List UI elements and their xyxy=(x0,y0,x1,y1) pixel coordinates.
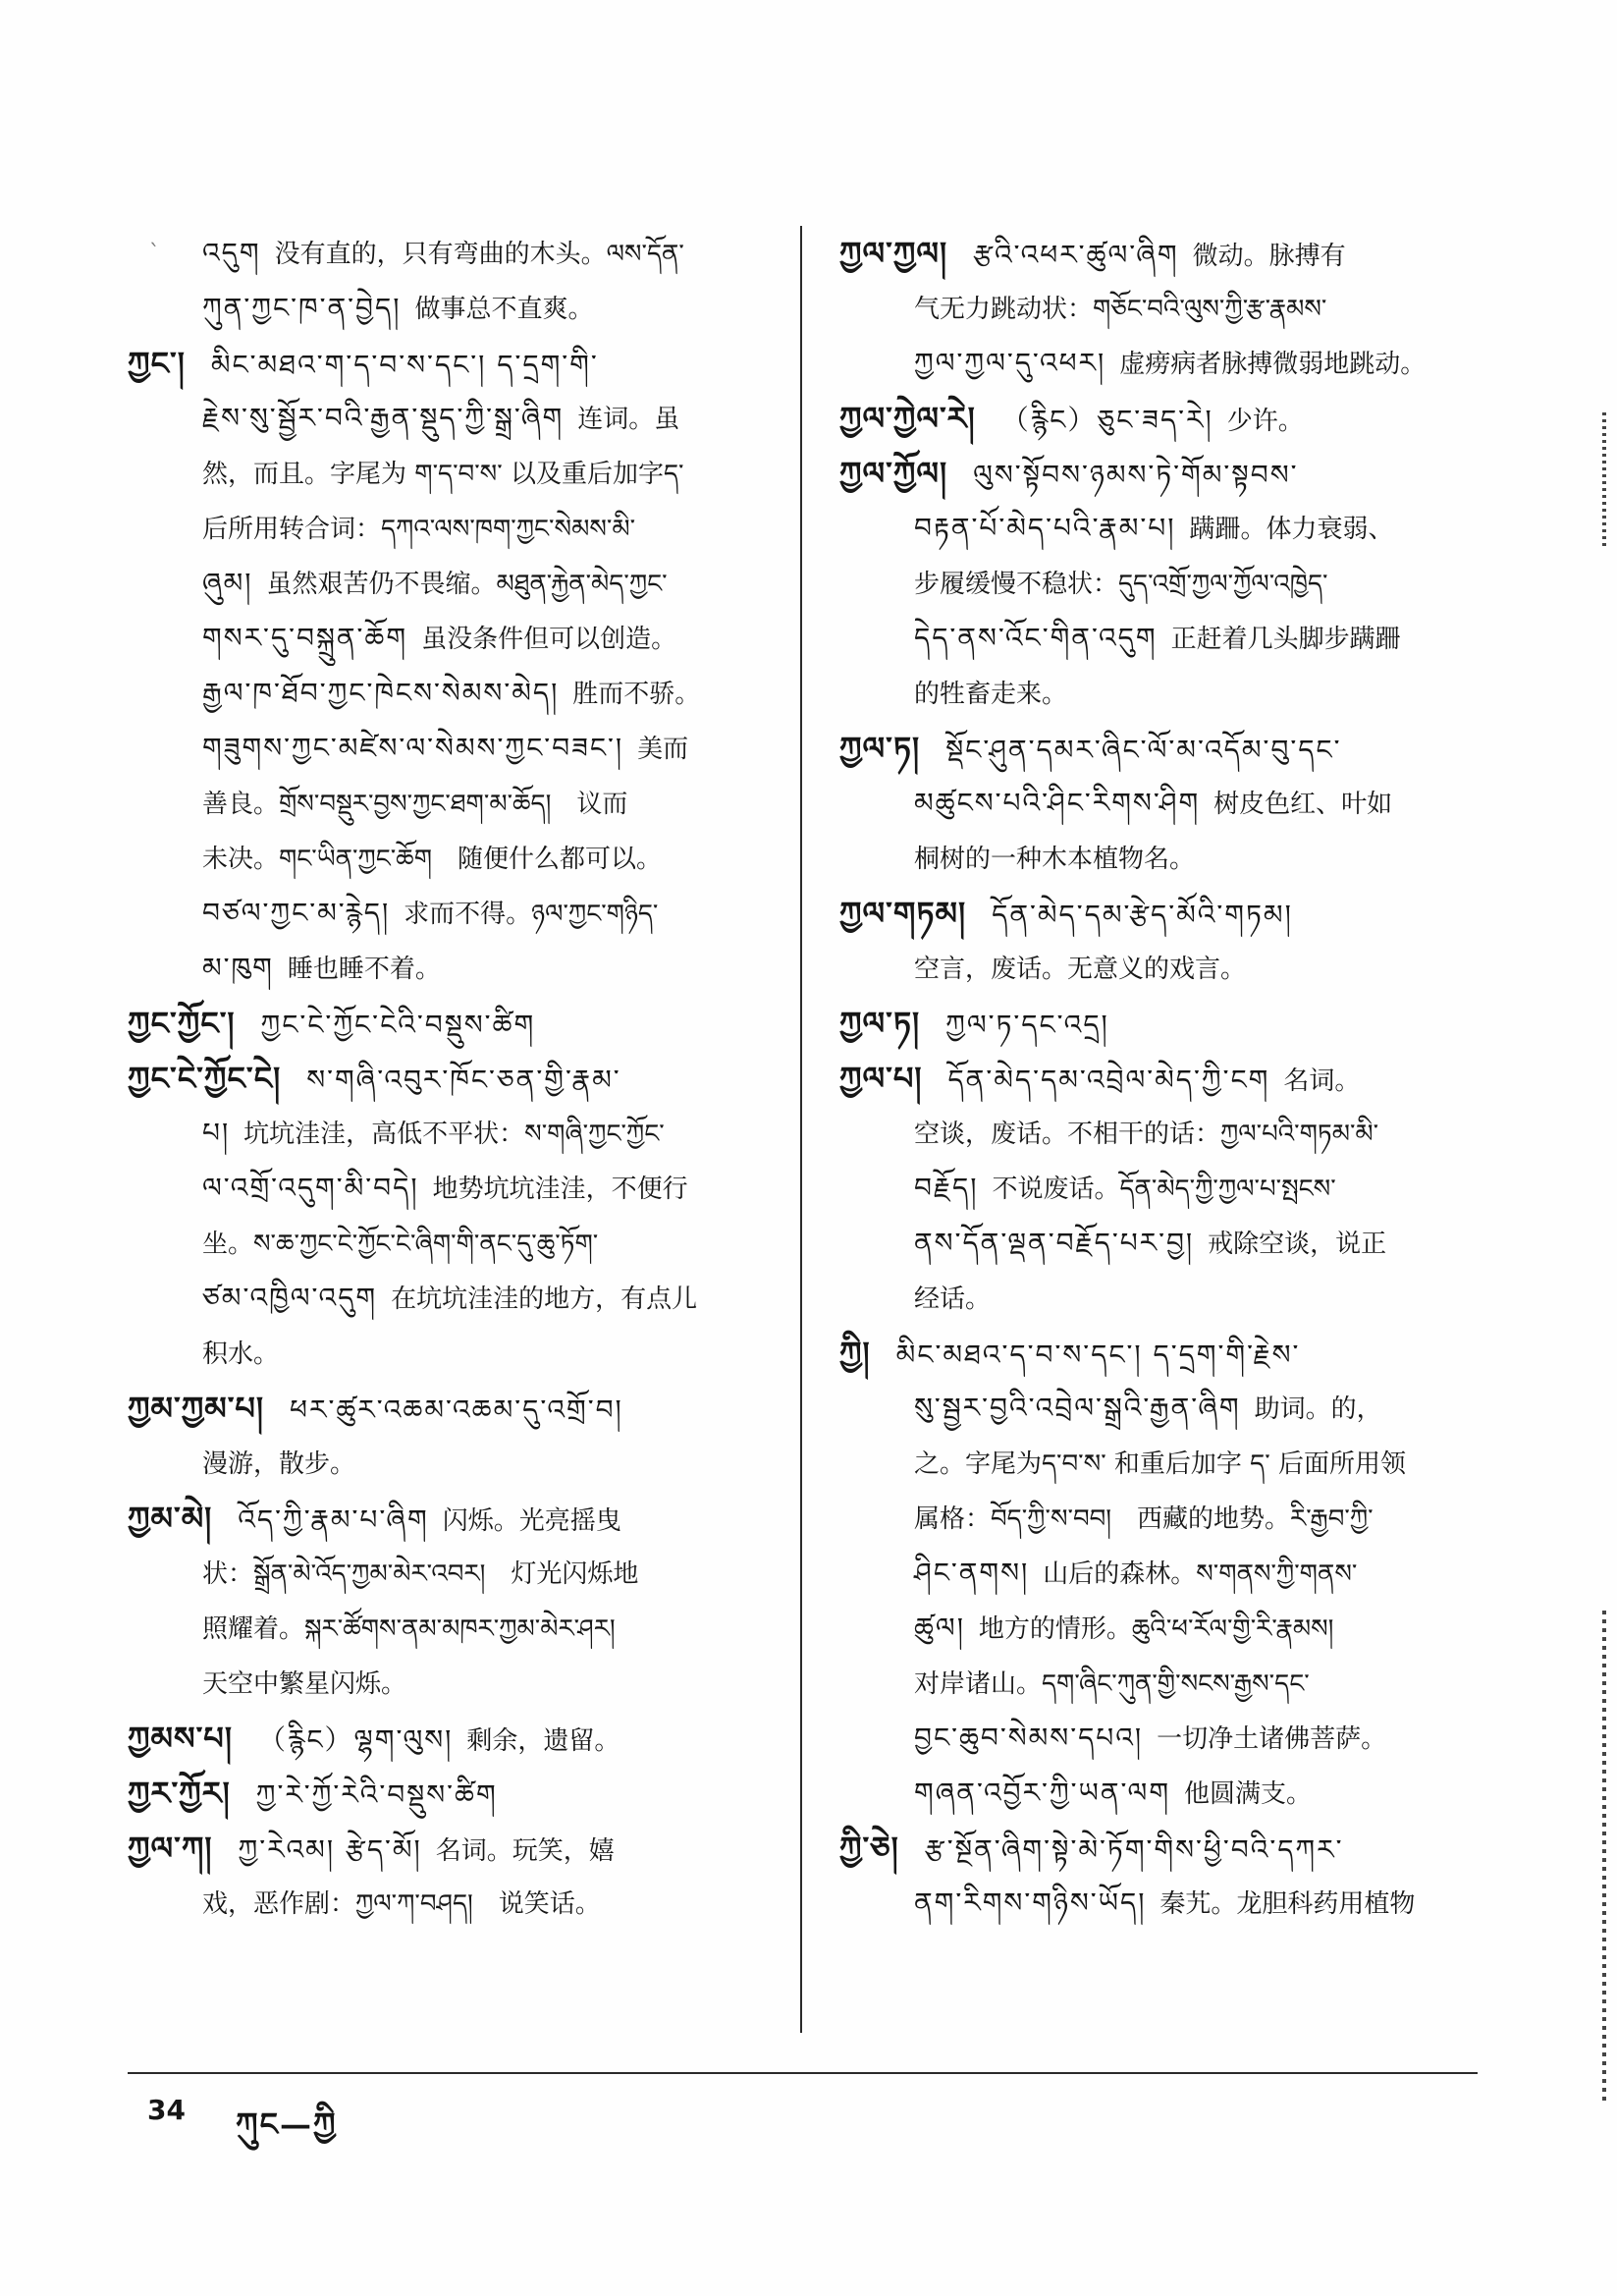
chinese-gloss: 蹒跚。体力衰弱、 xyxy=(1189,515,1394,544)
chinese-gloss: 空言，废话。无意义的戏言。 xyxy=(914,955,1247,984)
chinese-gloss: 天空中繁星闪烁。 xyxy=(202,1669,407,1699)
entry-line xyxy=(128,336,776,391)
footer-rule xyxy=(128,2072,1478,2074)
tibetan-text: གཟུགས་ཀྱང་མཛེས་ལ་སེམས་ཀྱང་བཟང་། xyxy=(202,732,624,764)
headword: ཀྱང་ཀྱོང་། xyxy=(128,1005,236,1042)
chinese-gloss: 照耀着。སྐར་ཚོགས་ནམ་མཁར་ཀྱམ་མེར་ཤར། xyxy=(202,1614,616,1644)
chinese-gloss: 剩余，遗留。 xyxy=(466,1726,620,1756)
dictionary-entry xyxy=(839,1051,1478,1326)
entry-line xyxy=(128,1656,776,1711)
chinese-gloss: 他圆满支。 xyxy=(1184,1779,1313,1809)
chinese-gloss: 微动。脉搏有 xyxy=(1192,242,1346,271)
tibetan-text: བྱང་ཆུབ་སེམས་དཔའ། xyxy=(914,1722,1144,1754)
entry-line xyxy=(128,1381,776,1436)
chinese-gloss: 地方的情形。ཆུའི་ཕ་རོལ་གྱི་རི་རྣམས། xyxy=(978,1614,1334,1644)
entry-line xyxy=(128,391,776,446)
tibetan-text: ཤིང་ནགས། xyxy=(914,1557,1030,1589)
chinese-gloss: 胜而不骄。 xyxy=(572,680,701,709)
entry-line xyxy=(128,1161,776,1216)
page-number: 34 xyxy=(147,2094,186,2126)
chinese-gloss: 名词。 xyxy=(1283,1066,1361,1096)
entry-line xyxy=(128,776,776,831)
entry-line xyxy=(128,1051,776,1106)
left-column xyxy=(128,226,776,1931)
tibetan-text: ནས་དོན་ལྡན་བརྗོད་པར་བྱ། xyxy=(914,1227,1195,1259)
chinese-gloss: 属格：བོད་ཀྱི་ས་བབ། 西藏的地势。རི་རྒྱབ་ཀྱི་ xyxy=(914,1504,1374,1534)
entry-line xyxy=(839,721,1478,776)
tibetan-text: ཀྱ་རེའམ། རྩེད་མོ། xyxy=(238,1833,422,1866)
headword: ཀྱང་། xyxy=(128,345,186,382)
chinese-gloss: 未决。གང་ཡིན་ཀྱང་ཆོག 随便什么都可以。 xyxy=(202,845,663,874)
dictionary-entry xyxy=(128,996,776,1051)
tibetan-text: ལུས་སྟོབས་ཉམས་ཏེ་གོམ་སྟབས་ xyxy=(973,459,1299,491)
dictionary-entry xyxy=(128,226,776,336)
tibetan-text: ནག་རིགས་གཉིས་ཡོད། xyxy=(914,1886,1147,1919)
chinese-gloss: 后所用转合词：དཀའ་ལས་ཁག་ཀྱང་སེམས་མི་ xyxy=(202,515,636,544)
chinese-gloss: 然，而且。字尾为 ག་ད་བ་ས་ 以及重后加字ད་ xyxy=(202,460,684,489)
tibetan-text: ཙམ་འཁྱིལ་འདུག xyxy=(202,1282,378,1314)
column-divider xyxy=(800,226,802,2033)
entry-line xyxy=(839,666,1478,721)
chinese-gloss: 正赶着几头脚步蹒跚 xyxy=(1170,625,1401,654)
chinese-gloss: 一切净土诸佛菩萨。 xyxy=(1157,1724,1387,1754)
entry-line xyxy=(839,1216,1478,1271)
entry-line xyxy=(128,1271,776,1326)
chinese-gloss: 之。字尾为ད་བ་ས་ 和重后加字 ད་ 后面所用领 xyxy=(914,1449,1406,1479)
dictionary-entry xyxy=(128,1821,776,1931)
tibetan-text: ཀྱང་ངེ་ཀྱོང་ངེའི་བསྡུས་ཚིག xyxy=(260,1009,536,1041)
dictionary-entry xyxy=(839,1821,1478,1931)
entry-line xyxy=(839,1326,1478,1381)
entry-line xyxy=(839,1381,1478,1436)
dictionary-entry xyxy=(128,1766,776,1821)
entry-line xyxy=(839,1106,1478,1161)
chinese-gloss: 睡也睡不着。 xyxy=(287,955,441,984)
chinese-gloss: 秦艽。龙胆科药用植物 xyxy=(1159,1889,1416,1919)
dictionary-entry xyxy=(128,1491,776,1711)
chinese-gloss: 在坑坑洼洼的地方，有点儿 xyxy=(391,1285,698,1314)
headword: ཀྱམ་མེ། xyxy=(128,1500,213,1537)
headword: ཀྱལ་པ། xyxy=(839,1060,923,1097)
entry-line xyxy=(128,611,776,666)
entry-line xyxy=(128,281,776,336)
chinese-gloss: 不说废话。དོན་མེད་ཀྱི་ཀྱལ་པ་སྤངས་ xyxy=(992,1175,1336,1204)
chinese-gloss: 山后的森林。ས་གནས་ཀྱི་གནས་ xyxy=(1043,1559,1358,1589)
entry-line xyxy=(839,446,1478,501)
tibetan-text: བརྗོད། xyxy=(914,1172,979,1204)
entry-line xyxy=(128,1876,776,1931)
entry-line xyxy=(839,226,1478,281)
headword: ཀྱང་ངེ་ཀྱོང་ངེ། xyxy=(128,1060,282,1097)
chinese-gloss: 虽没条件但可以创造。 xyxy=(421,625,677,654)
entry-line xyxy=(839,1656,1478,1711)
tibetan-text: ས་གཞི་འབུར་ཁོང་ཅན་གྱི་རྣམ་ xyxy=(306,1064,621,1096)
tibetan-text: བརྟན་པོ་མེད་པའི་རྣམ་པ། xyxy=(914,512,1176,544)
headword: ཀྱལ་ཏ། xyxy=(839,730,921,767)
entry-line xyxy=(839,1766,1478,1821)
entry-line xyxy=(128,996,776,1051)
entry-line xyxy=(128,1436,776,1491)
entry-line xyxy=(128,1766,776,1821)
entry-line xyxy=(839,886,1478,941)
chinese-gloss: 做事总不直爽。 xyxy=(414,295,594,324)
headword: ཀྱལ་ཀ། xyxy=(128,1830,213,1867)
chinese-gloss: 状：སྒྲོན་མེ་འོད་ཀྱམ་མེར་འབར། 灯光闪烁地 xyxy=(202,1559,639,1589)
entry-line xyxy=(128,501,776,556)
chinese-gloss: 的牲畜走来。 xyxy=(914,680,1068,709)
headword: ཀྱལ་ཀྱོལ། xyxy=(839,455,948,492)
tibetan-text: དོན་མེད་དམ་འབྲེལ་མེད་ཀྱི་ངག xyxy=(947,1064,1270,1096)
entry-line xyxy=(839,941,1478,996)
dictionary-entry xyxy=(128,1711,776,1766)
entry-line xyxy=(839,1601,1478,1656)
entry-line xyxy=(128,556,776,611)
entry-line xyxy=(839,1876,1478,1931)
dictionary-entry xyxy=(839,226,1478,391)
tibetan-text: མཚུངས་པའི་ཤིང་རིགས་ཤིག xyxy=(914,787,1201,819)
scan-edge-mark xyxy=(1602,1611,1606,2102)
tibetan-text: པ། xyxy=(202,1117,231,1149)
entry-line xyxy=(128,1326,776,1381)
entry-line xyxy=(839,1436,1478,1491)
entry-line xyxy=(128,941,776,996)
entry-line xyxy=(839,1491,1478,1546)
entry-line xyxy=(128,886,776,941)
tibetan-text: དོན་མེད་དམ་རྩེད་མོའི་གཏམ། xyxy=(992,899,1293,931)
tibetan-text: རྒྱལ་ཁ་ཐོབ་ཀྱང་ཁེངས་སེམས་མེད། xyxy=(202,677,560,709)
scan-edge-mark xyxy=(1602,412,1606,550)
tibetan-text: ཀྱལ་ཏ་དང་འདྲ། xyxy=(945,1009,1109,1041)
chinese-gloss: 积水。 xyxy=(202,1339,280,1369)
entry-line xyxy=(128,1601,776,1656)
entry-line xyxy=(839,336,1478,391)
tibetan-text: བཙལ་ཀྱང་མ་རྙེད། xyxy=(202,897,391,929)
tibetan-text: ཚུལ། xyxy=(914,1612,965,1644)
tibetan-text: རྩའི་འཕར་ཚུལ་ཞིག xyxy=(973,239,1179,271)
chinese-gloss: 名词。玩笑，嬉 xyxy=(435,1836,615,1866)
headword: ཀྱལ་ཀྱེལ་རེ། xyxy=(839,400,976,437)
chinese-gloss: 对岸诸山。དག་ཞིང་ཀུན་གྱི་སངས་རྒྱས་དང་ xyxy=(914,1669,1310,1699)
chinese-gloss: 经话。 xyxy=(914,1285,992,1314)
dictionary-entry xyxy=(839,996,1478,1051)
chinese-gloss: 步履缓慢不稳状：དུད་འགྲོ་ཀྱལ་ཀྱོལ་འཁྱེད་ xyxy=(914,570,1328,599)
chinese-gloss: 少许。 xyxy=(1226,407,1304,436)
tibetan-text: ཀྱ་རེ་ཀྱོ་རེའི་བསྡུས་ཚིག xyxy=(255,1778,498,1811)
tibetan-text: གསར་དུ་བསྐྲུན་ཆོག xyxy=(202,622,408,654)
chinese-gloss: 善良。གྲོས་བསྡུར་བྱས་ཀྱང་ཐག་མ་ཆོད། 议而 xyxy=(202,790,628,819)
entry-line xyxy=(839,996,1478,1051)
tibetan-text: མ་ཁུག xyxy=(202,952,274,984)
chinese-gloss: 助词。的， xyxy=(1254,1394,1382,1424)
entry-line xyxy=(128,226,776,281)
tibetan-text: མིང་མཐའ་ག་ད་བ་ས་དང་། ད་དྲག་གི་ xyxy=(210,349,599,381)
chinese-gloss: 坐。ས་ཆ་ཀྱང་ངེ་ཀྱོང་ངེ་ཞིག་གི་ནང་དུ་ཆུ་ཏོག་ xyxy=(202,1230,599,1259)
entry-line xyxy=(839,1546,1478,1601)
dictionary-entry xyxy=(839,886,1478,996)
chinese-gloss: 虚痨病者脉搏微弱地跳动。 xyxy=(1119,350,1427,379)
tibetan-text: གཞན་འབྱོར་ཀྱི་ཡན་ལག xyxy=(914,1777,1171,1809)
entry-line xyxy=(839,1711,1478,1766)
chinese-gloss: 连词。虽 xyxy=(577,405,680,434)
tibetan-text: （རྙིང）ཅུང་ཟད་རེ། xyxy=(1000,404,1213,436)
entry-line xyxy=(128,446,776,501)
tibetan-text: རྩ་སྔོན་ཞིག་སྟེ་མེ་ཏོག་གིས་ཕྱི་བའི་དཀར་ xyxy=(924,1833,1344,1866)
dictionary-entry xyxy=(128,336,776,996)
tibetan-text: རྗེས་སུ་སྦྱོར་བའི་རྒྱན་སྡུད་ཀྱི་སྒྲ་ཞིག xyxy=(202,402,565,434)
chinese-gloss: 戒除空谈，说正 xyxy=(1208,1230,1387,1259)
entry-line xyxy=(839,281,1478,336)
chinese-gloss: 没有直的，只有弯曲的木头。ལས་དོན་ xyxy=(274,240,684,269)
tibetan-text: ཀྱལ་ཀྱལ་དུ་འཕར། xyxy=(914,347,1106,379)
dictionary-entry xyxy=(128,1051,776,1381)
entry-line xyxy=(839,831,1478,886)
entry-line xyxy=(839,1161,1478,1216)
entry-line xyxy=(128,666,776,721)
headword: ཀྱམས་པ། xyxy=(128,1720,233,1757)
entry-line xyxy=(839,611,1478,666)
tibetan-text: ཀུན་ཀྱང་ཁ་ན་བྱེད། xyxy=(202,292,402,324)
entry-line xyxy=(839,501,1478,556)
entry-line xyxy=(128,1711,776,1766)
headword: ཀྱལ་ཀྱལ། xyxy=(839,235,948,272)
entry-line xyxy=(128,1821,776,1876)
dictionary-entry xyxy=(839,721,1478,886)
chinese-gloss: 求而不得。ཉལ་ཀྱང་གཉིད་ xyxy=(404,900,659,929)
dictionary-entry xyxy=(839,1326,1478,1821)
entry-line xyxy=(128,721,776,776)
entry-line xyxy=(128,1491,776,1546)
tibetan-text: ཕར་ཚུར་འཆམ་འཆམ་དུ་འགྲོ་བ། xyxy=(290,1394,623,1426)
entry-line xyxy=(128,1216,776,1271)
tibetan-text: （རྙིང）ལྷག་ལུས། xyxy=(257,1723,454,1756)
entry-line xyxy=(839,391,1478,446)
entry-line xyxy=(839,1051,1478,1106)
running-head: ཀུང—ཀྱི xyxy=(236,2105,338,2143)
entry-line xyxy=(839,1271,1478,1326)
entry-line xyxy=(839,1821,1478,1876)
chinese-gloss: 气无力跳动状：གཅོང་བའི་ལུས་ཀྱི་རྩ་རྣམས་ xyxy=(914,295,1327,324)
chinese-gloss: 地势坑坑洼洼，不便行 xyxy=(432,1175,688,1204)
headword: ཀྱར་ཀྱོར། xyxy=(128,1775,231,1812)
chinese-gloss: 闪烁。光亮摇曳 xyxy=(442,1506,621,1536)
right-column xyxy=(839,226,1478,1931)
tibetan-text: འོད་ཀྱི་རྣམ་པ་ཞིག xyxy=(238,1503,429,1536)
tibetan-text: ལ་འགྲོ་འདུག་མི་བདེ། xyxy=(202,1172,419,1204)
chinese-gloss: 树皮色红、叶如 xyxy=(1213,790,1393,819)
headword: ཀྱི། xyxy=(839,1335,871,1372)
chinese-gloss: 空谈，废话。不相干的话：ཀྱལ་པའི་གཏམ་མི་ xyxy=(914,1120,1379,1149)
dictionary-entry xyxy=(839,391,1478,446)
entry-line xyxy=(839,556,1478,611)
chinese-gloss: 戏，恶作剧：ཀྱལ་ཀ་བཤད། 说笑话。 xyxy=(202,1889,601,1919)
chinese-gloss: 美而 xyxy=(637,735,689,764)
chinese-gloss: 桐树的一种木本植物名。 xyxy=(914,845,1196,874)
chinese-gloss: 坑坑洼洼，高低不平状：ས་གཞི་ཀྱང་ཀྱོང་ xyxy=(243,1120,665,1149)
tibetan-text: མིང་མཐའ་ད་བ་ས་དང་། ད་དྲག་གི་རྗེས་ xyxy=(895,1339,1301,1371)
headword: ཀྱམ་ཀྱམ་པ། xyxy=(128,1390,265,1427)
tibetan-text: འདུག xyxy=(202,237,261,269)
entry-line xyxy=(128,1546,776,1601)
headword: ཀྱལ་ཏ། xyxy=(839,1005,921,1042)
chinese-gloss: 虽然艰苦仍不畏缩。མཐུན་རྐྱེན་མེད་ཀྱང་ xyxy=(266,570,668,599)
dictionary-entry xyxy=(128,1381,776,1491)
scan-mark: ` xyxy=(149,242,160,266)
entry-line xyxy=(128,831,776,886)
headword: ཀྱལ་གཏམ། xyxy=(839,895,967,932)
dictionary-entry xyxy=(839,446,1478,721)
chinese-gloss: 漫游，散步。 xyxy=(202,1449,356,1479)
headword: ཀྱི་ཅེ། xyxy=(839,1830,899,1867)
entry-line xyxy=(128,1106,776,1161)
tibetan-text: ཞུམ། xyxy=(202,567,253,599)
tibetan-text: སུ་སྦྱར་བྱའི་འབྲེལ་སྒྲའི་རྒྱན་ཞིག xyxy=(914,1392,1241,1424)
tibetan-text: སྡོང་ཤུན་དམར་ཞིང་ལོ་མ་འདོམ་བུ་དང་ xyxy=(945,734,1342,766)
tibetan-text: དེད་ནས་འོང་གིན་འདུག xyxy=(914,622,1158,654)
entry-line xyxy=(839,776,1478,831)
